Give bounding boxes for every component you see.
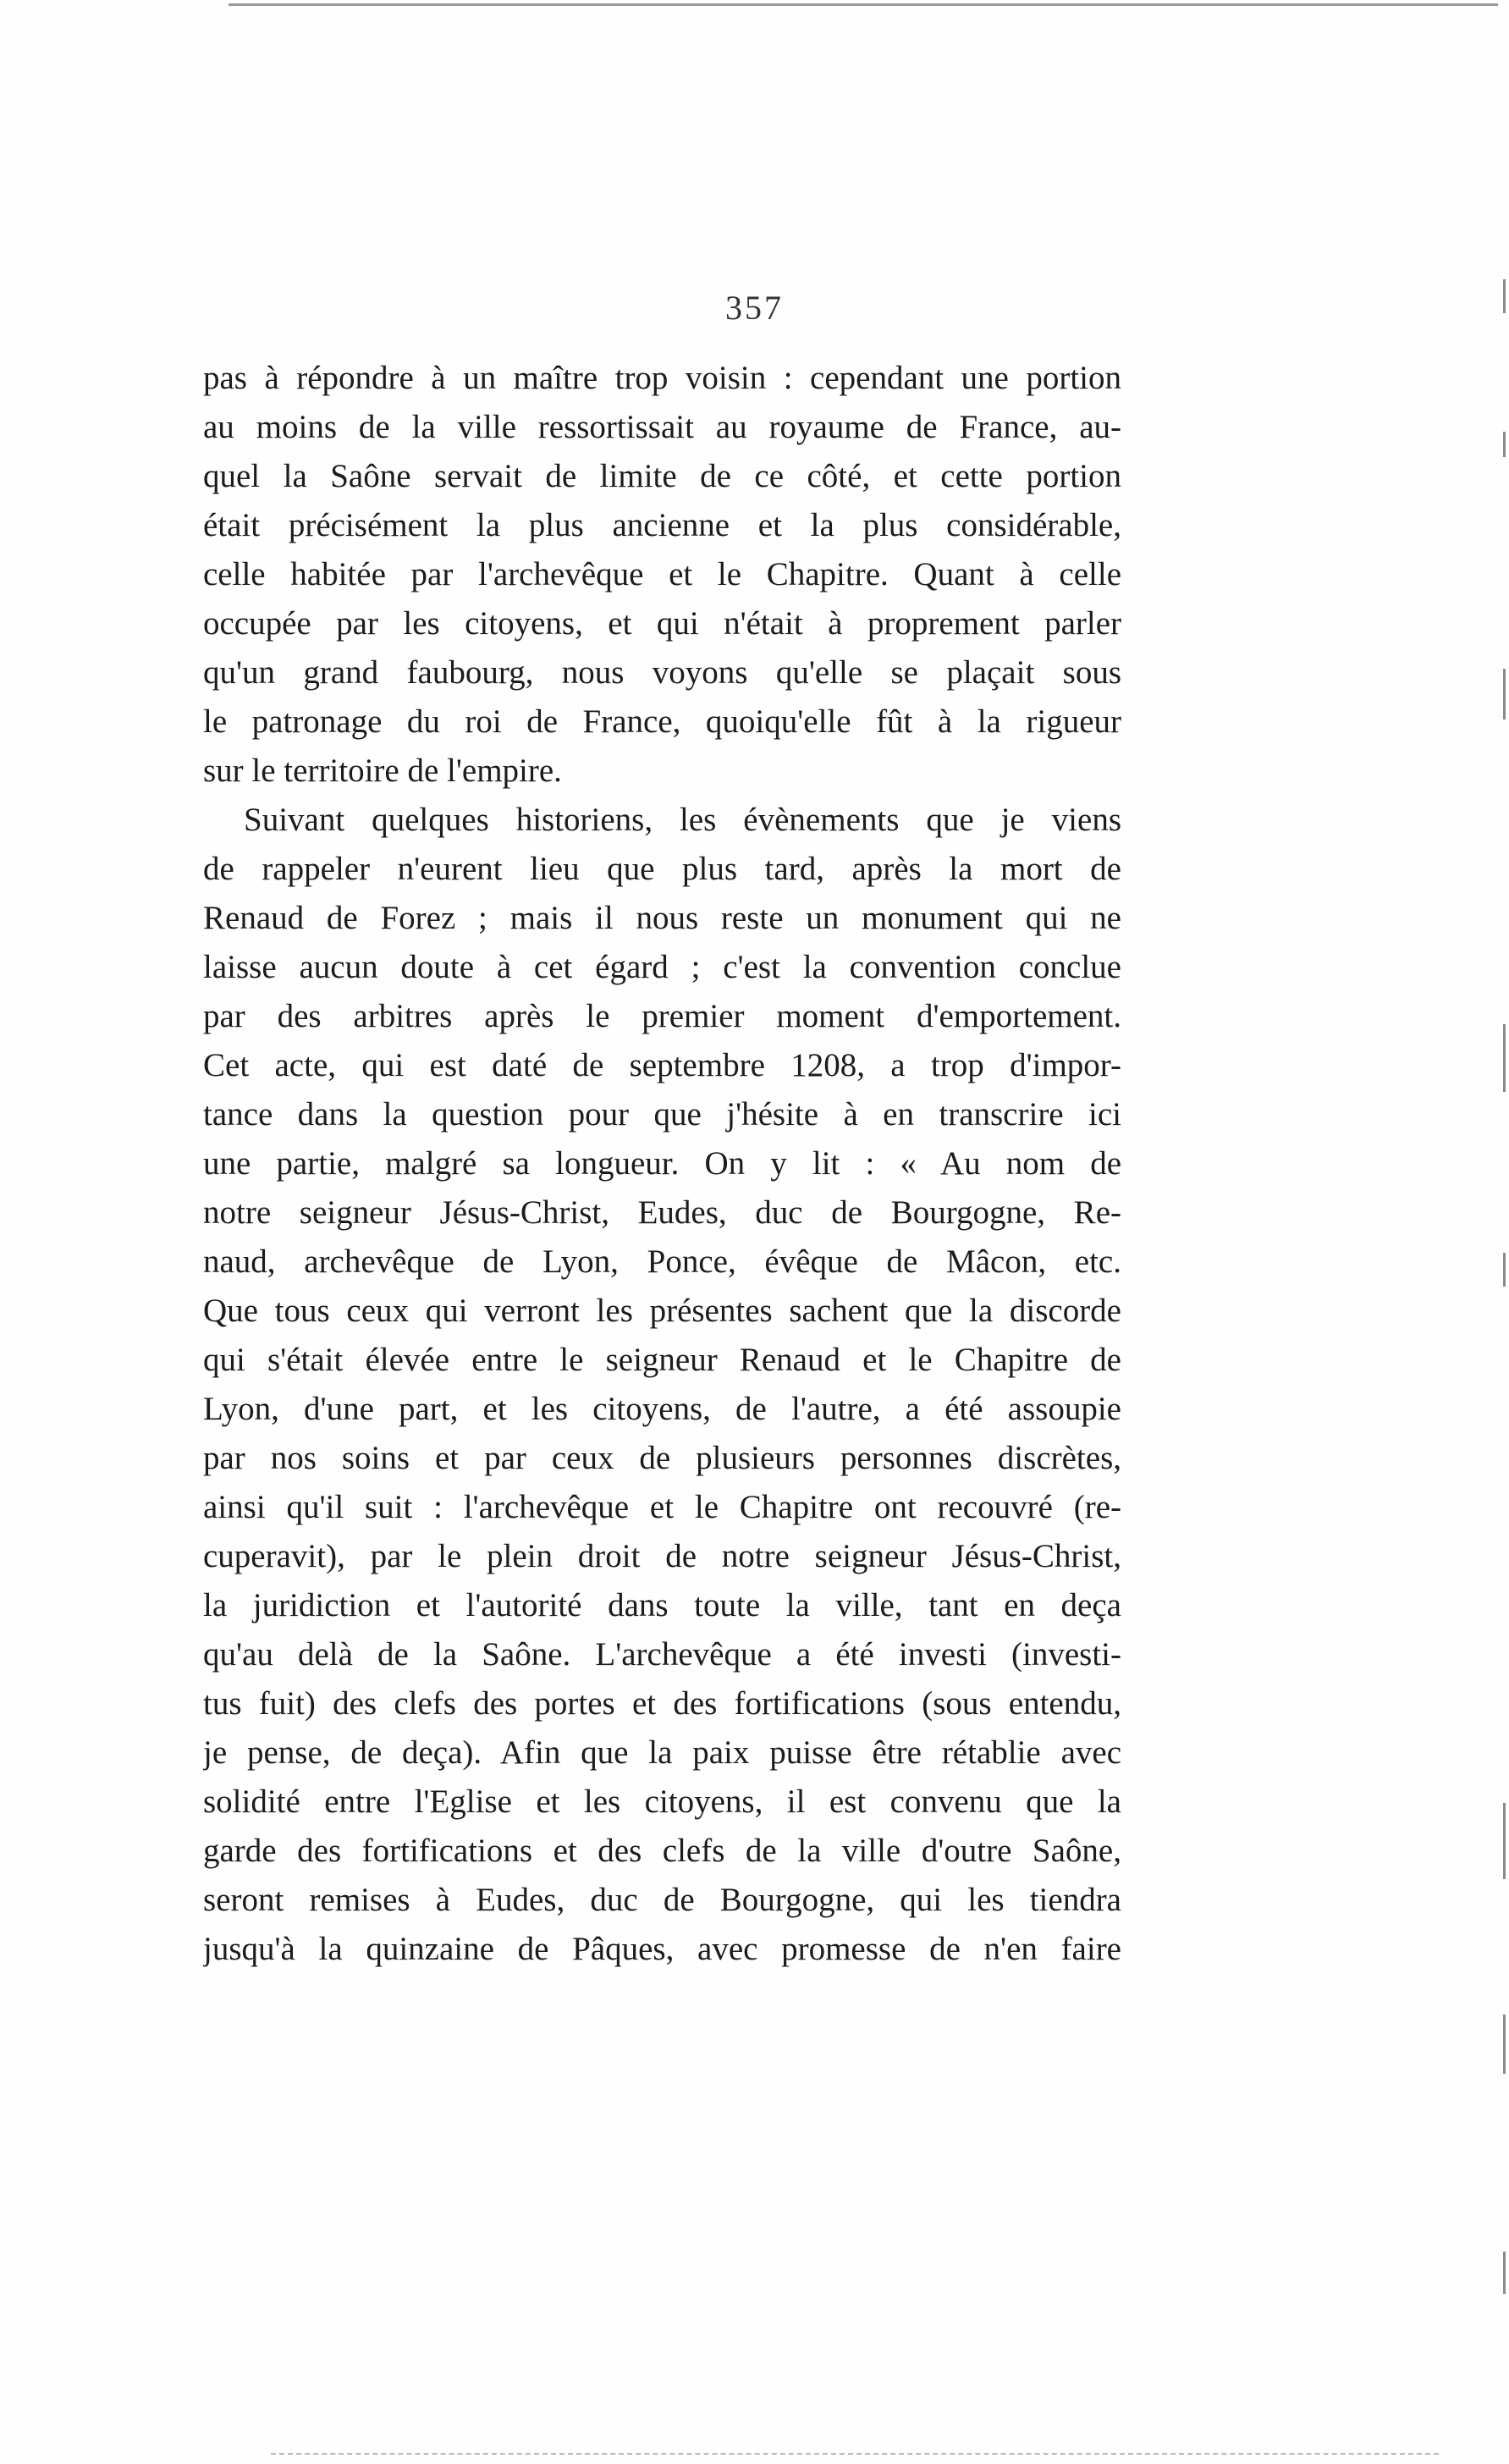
text-line: quel la Saône servait de limite de ce côté, et cette portion [203, 458, 1121, 494]
body-text [203, 354, 1121, 1974]
text-line: ainsi qu'il suit : l'archevêque et le Chapitre ont recouvré (re- [203, 1489, 1121, 1525]
text-line: naud, archevêque de Lyon, Ponce, évêque de Mâcon, etc. [203, 1243, 1121, 1280]
text-line: garde des fortifications et des clefs de la ville d'outre Saône, [203, 1833, 1121, 1869]
text-line: Cet acte, qui est daté de septembre 1208, a trop d'impor- [203, 1047, 1121, 1083]
text-line: par des arbitres après le premier moment d'emportement. [203, 998, 1121, 1034]
paragraph-start-line: Suivant quelques historiens, les évènements que je viens [244, 802, 1121, 838]
text-line: laisse aucun doute à cet égard ; c'est la convention conclue [203, 949, 1121, 985]
text-line: cuperavit), par le plein droit de notre seigneur Jésus-Christ, [203, 1538, 1121, 1574]
paragraph-end-line: sur le territoire de l'empire. [203, 752, 562, 789]
top-edge-rule [229, 3, 1498, 6]
text-line: qui s'était élevée entre le seigneur Renaud et le Chapitre de [203, 1342, 1121, 1378]
text-line: le patronage du roi de France, quoiqu'elle fût à la rigueur [203, 703, 1121, 740]
text-line: je pense, de deça). Afin que la paix puisse être rétablie avec [203, 1734, 1121, 1771]
text-line: était précisément la plus ancienne et la plus considérable, [203, 507, 1121, 543]
text-line: pas à répondre à un maître trop voisin : cependant une portion [203, 360, 1121, 396]
text-line: de rappeler n'eurent lieu que plus tard, après la mort de [203, 851, 1121, 887]
text-line: tance dans la question pour que j'hésite à en transcrire ici [203, 1096, 1121, 1133]
text-line: Renaud de Forez ; mais il nous reste un monument qui ne [203, 900, 1121, 936]
text-line: une partie, malgré sa longueur. On y lit : « Au nom de [203, 1145, 1121, 1182]
text-line: au moins de la ville ressortissait au royaume de France, au- [203, 409, 1121, 445]
text-line: Que tous ceux qui verront les présentes sachent que la discorde [203, 1293, 1121, 1329]
text-line: la juridiction et l'autorité dans toute la ville, tant en deça [203, 1587, 1121, 1623]
text-line: occupée par les citoyens, et qui n'était à proprement parler [203, 605, 1121, 642]
text-line: notre seigneur Jésus-Christ, Eudes, duc de Bourgogne, Re- [203, 1194, 1121, 1231]
text-line: par nos soins et par ceux de plusieurs personnes discrètes, [203, 1440, 1121, 1476]
bottom-edge-rule [271, 2453, 1439, 2456]
text-line: solidité entre l'Eglise et les citoyens, il est convenu que la [203, 1783, 1121, 1820]
text-line: seront remises à Eudes, duc de Bourgogne, qui les tiendra [203, 1882, 1121, 1918]
text-line: qu'un grand faubourg, nous voyons qu'elle se plaçait sous [203, 654, 1121, 691]
text-line: jusqu'à la quinzaine de Pâques, avec promesse de n'en faire [203, 1931, 1121, 1967]
text-line: qu'au delà de la Saône. L'archevêque a été investi (investi- [203, 1636, 1121, 1673]
text-line: Lyon, d'une part, et les citoyens, de l'autre, a été assoupie [203, 1391, 1121, 1427]
right-edge-scan-marks [1503, 279, 1506, 2311]
text-line: celle habitée par l'archevêque et le Chapitre. Quant à celle [203, 556, 1121, 593]
page-number: 357 [725, 289, 784, 327]
text-line: tus fuit) des clefs des portes et des fortifications (sous entendu, [203, 1685, 1121, 1722]
